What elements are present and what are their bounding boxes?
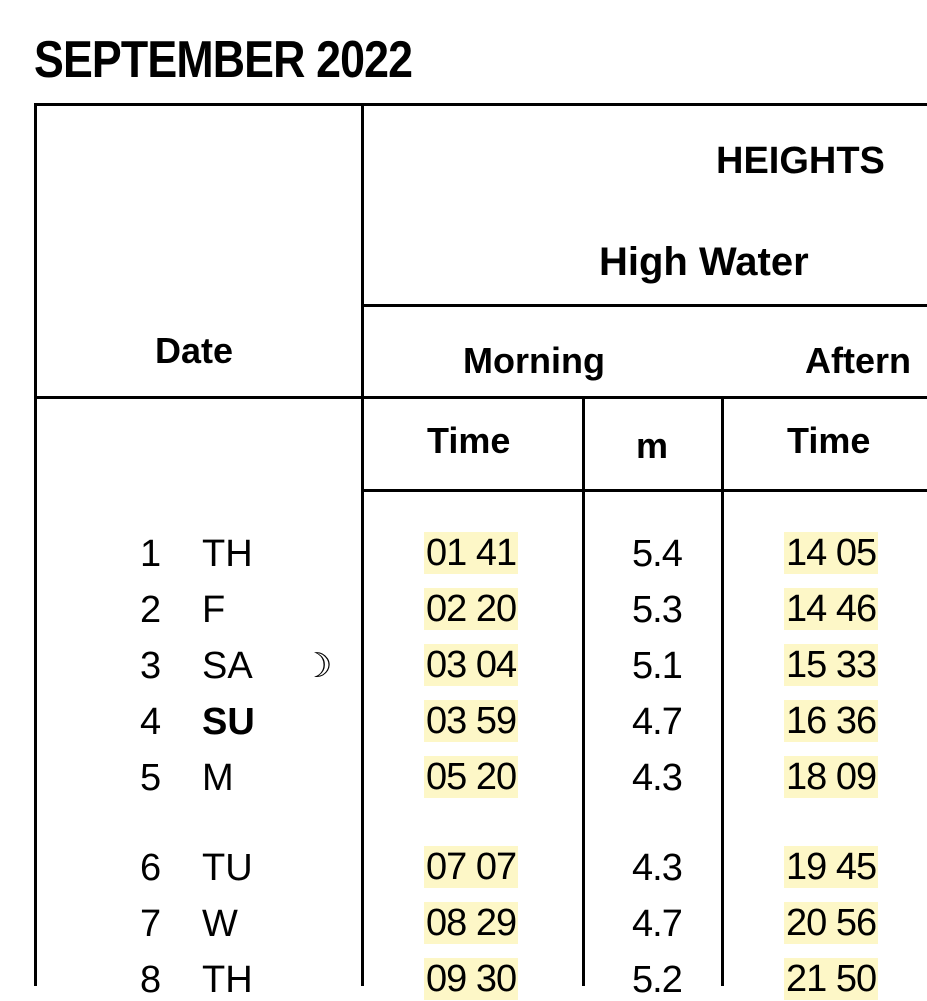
day-number: 1 [140,533,162,575]
am-height: 4.7 [632,903,682,945]
day-number: 8 [140,959,162,1001]
am-height-header: m [636,425,669,466]
morning-header: Morning [463,340,605,381]
day-of-week: F [202,589,226,631]
day-of-week: M [202,757,234,799]
table-top-border [34,103,927,106]
am-time: 03 59 [426,700,517,742]
subheader-bottom-divider [362,489,927,492]
pm-time: 19 45 [786,846,877,888]
am-time: 01 41 [426,532,517,574]
am-time: 08 29 [426,902,517,944]
am-time: 09 30 [426,958,517,1000]
day-number: 3 [140,645,162,687]
pm-time: 20 56 [786,902,877,944]
am-time: 07 07 [426,846,517,888]
pm-time: 14 05 [786,532,877,574]
am-time: 02 20 [426,588,517,630]
day-number: 5 [140,757,162,799]
pm-time: 14 46 [786,588,877,630]
pm-time: 18 09 [786,756,877,798]
am-time: 03 04 [426,644,517,686]
morning-afternoon-divider [721,397,724,986]
am-height: 5.3 [632,589,682,631]
am-height: 5.2 [632,959,682,1001]
pm-time: 21 50 [786,958,877,1000]
afternoon-header: Aftern [805,340,911,381]
pm-time: 15 33 [786,644,877,686]
day-of-week: TU [202,847,253,889]
day-number: 7 [140,903,162,945]
day-of-week: SA [202,645,253,687]
high-water-header: High Water [599,240,809,284]
day-number: 2 [140,589,162,631]
am-height: 5.4 [632,533,682,575]
header-bottom-divider [34,396,927,399]
day-of-week: SU [202,701,255,743]
table-left-border [34,103,37,986]
pm-time-header: Time [787,420,871,461]
am-time-header: Time [427,420,511,461]
am-height: 5.1 [632,645,682,687]
date-column-divider [361,103,364,986]
time-m-divider [582,397,585,986]
heights-header: HEIGHTS [716,140,885,182]
day-of-week: TH [202,959,253,1001]
am-height: 4.3 [632,757,682,799]
am-time: 05 20 [426,756,517,798]
day-of-week: W [202,903,238,945]
day-number: 6 [140,847,162,889]
page-title: SEPTEMBER 2022 [34,31,413,89]
pm-time: 16 36 [786,700,877,742]
am-height: 4.3 [632,847,682,889]
date-header: Date [155,330,234,371]
am-height: 4.7 [632,701,682,743]
day-of-week: TH [202,533,253,575]
high-water-divider [362,304,927,307]
moon-phase-icon: ☽ [302,647,333,685]
day-number: 4 [140,701,162,743]
